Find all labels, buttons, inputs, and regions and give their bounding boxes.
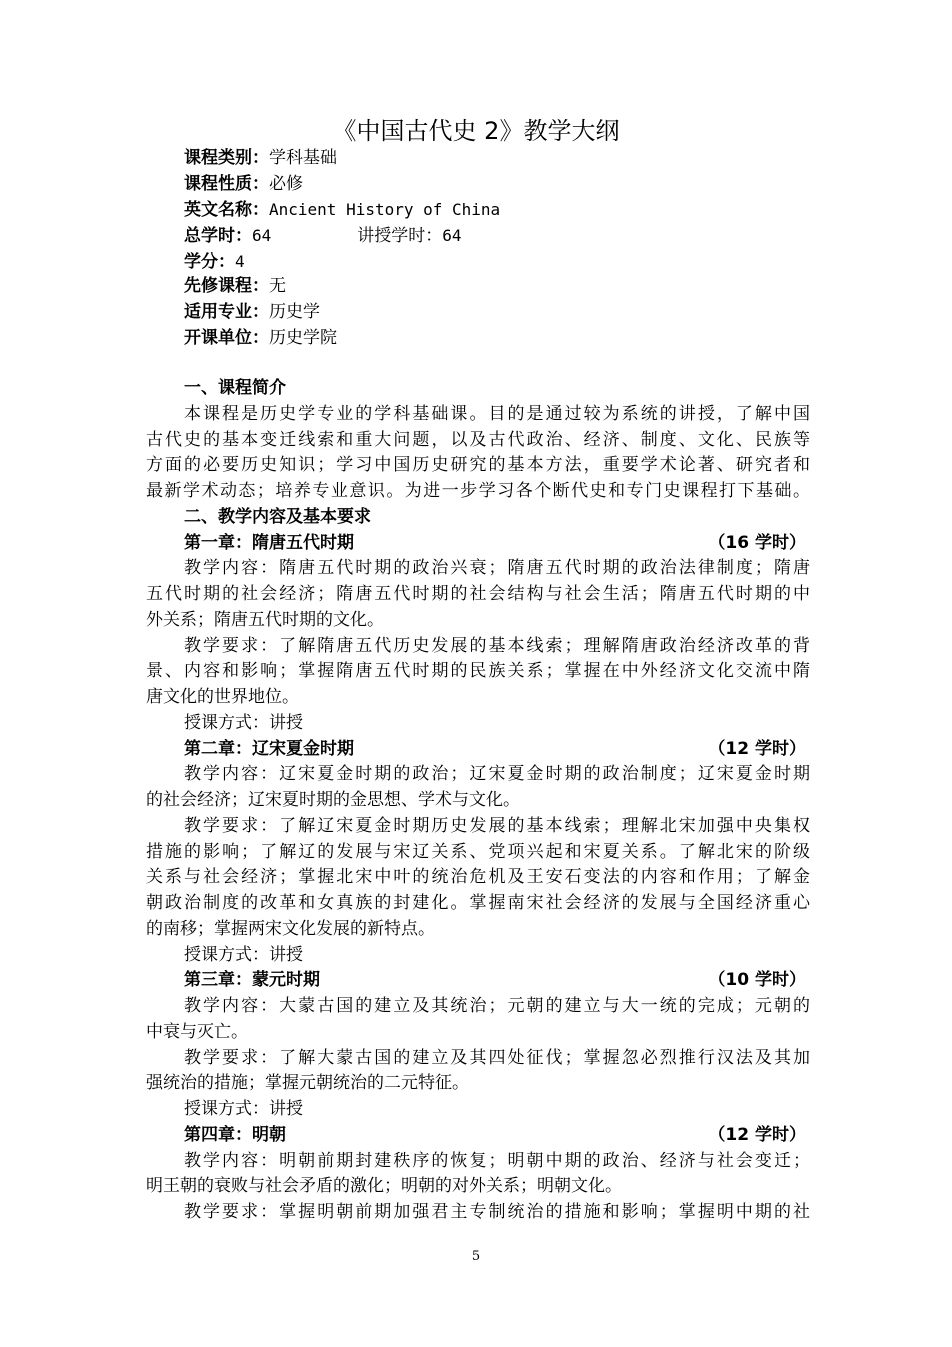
meta-prerequisite: 先修课程：无 [184,276,286,297]
chapter-requirement-line: 朝政治制度的改革和女真族的封建化。掌握南宋社会经济的发展与全国经济重心 [146,893,810,913]
chapter-requirement-line: 关系与社会经济；掌握北宋中叶的统治危机及王安石变法的内容和作用；了解金 [146,867,810,888]
chapter-hours: （12 学时） [708,1124,806,1145]
chapter-requirement-line: 教学要求：掌握明朝前期加强君主专制统治的措施和影响；掌握明中期的社 [184,1202,810,1222]
chapter-content-line: 的社会经济；辽宋夏时期的金思想、学术与文化。 [146,790,520,810]
document-body [146,376,810,1226]
meta-nature: 课程性质：必修 [184,173,303,194]
intro-line: 古代史的基本变迁线索和重大问题，以及古代政治、经济、制度、文化、民族等 [146,429,810,450]
chapter-requirement-line: 唐文化的世界地位。 [146,687,299,707]
chapter-requirement-line: 教学要求：了解大蒙古国的建立及其四处征伐；掌握忽必烈推行汉法及其加 [184,1047,810,1068]
chapter-requirement-line: 强统治的措施；掌握元朝统治的二元特征。 [146,1073,469,1094]
chapter-content-line: 五代时期的社会经济；隋唐五代时期的社会结构与社会生活；隋唐五代时期的中 [146,584,810,604]
chapter-title: 第二章：辽宋夏金时期 [184,738,354,759]
meta-english-name: 英文名称：Ancient History of China [184,200,501,221]
chapter-content-line: 外关系；隋唐五代时期的文化。 [146,609,384,630]
document-title: 《中国古代史 2》教学大纲 [332,117,620,145]
chapter-method: 授课方式：讲授 [184,1099,303,1119]
intro-line: 最新学术动态；培养专业意识。为进一步学习各个断代史和专门史课程打下基础。 [146,481,810,501]
section-heading-content: 二、教学内容及基本要求 [184,506,371,527]
chapter-hours: （16 学时） [708,532,806,553]
chapter-heading [146,1123,810,1149]
chapter-content-line: 中衰与灭亡。 [146,1021,248,1042]
chapter-content-line: 教学内容：隋唐五代时期的政治兴衰；隋唐五代时期的政治法律制度；隋唐 [184,558,810,579]
chapter-requirement-line: 措施的影响；了解辽的发展与宋辽关系、党项兴起和宋夏关系。了解北宋的阶级 [146,841,810,862]
chapter-content-line: 教学内容：大蒙古国的建立及其统治；元朝的建立与大一统的完成；元朝的 [184,996,810,1016]
chapter-content-line: 明王朝的衰败与社会矛盾的激化；明朝的对外关系；明朝文化。 [146,1176,622,1197]
chapter-title: 第三章：蒙元时期 [184,970,320,991]
chapter-heading [146,531,810,557]
chapter-hours: （12 学时） [708,738,806,759]
chapter-method: 授课方式：讲授 [184,712,303,733]
chapter-title: 第四章：明朝 [184,1124,286,1145]
chapter-heading [146,968,810,994]
meta-major: 适用专业：历史学 [184,302,320,323]
section-heading-intro: 一、课程简介 [184,378,286,398]
chapter-hours: （10 学时） [708,970,806,991]
meta-unit: 开课单位：历史学院 [184,327,337,348]
meta-credit: 学分：4 [184,251,245,272]
chapter-content-line: 教学内容：明朝前期封建秩序的恢复；明朝中期的政治、经济与社会变迁； [184,1150,810,1171]
chapter-requirement-line: 景、内容和影响；掌握隋唐五代时期的民族关系；掌握在中外经济文化交流中隋 [146,661,810,682]
meta-hours: 总学时：64 讲授学时：64 [184,226,462,247]
chapter-content-line: 教学内容：辽宋夏金时期的政治；辽宋夏金时期的政治制度；辽宋夏金时期 [184,764,810,785]
chapter-title: 第一章：隋唐五代时期 [184,532,354,553]
course-meta [184,146,824,352]
chapter-heading [146,737,810,763]
chapter-requirement-line: 教学要求：了解辽宋夏金时期历史发展的基本线索；理解北宋加强中央集权 [184,815,810,836]
chapter-method: 授课方式：讲授 [184,944,303,965]
chapter-requirement-line: 的南移；掌握两宋文化发展的新特点。 [146,918,435,939]
page-number: 5 [471,1249,481,1264]
chapter-requirement-line: 教学要求：了解隋唐五代历史发展的基本线索；理解隋唐政治经济改革的背 [184,635,810,656]
meta-category: 课程类别：学科基础 [184,148,337,168]
intro-line: 本课程是历史学专业的学科基础课。目的是通过较为系统的讲授，了解中国 [184,403,810,424]
intro-line: 方面的必要历史知识；学习中国历史研究的基本方法，重要学术论著、研究者和 [146,455,810,476]
